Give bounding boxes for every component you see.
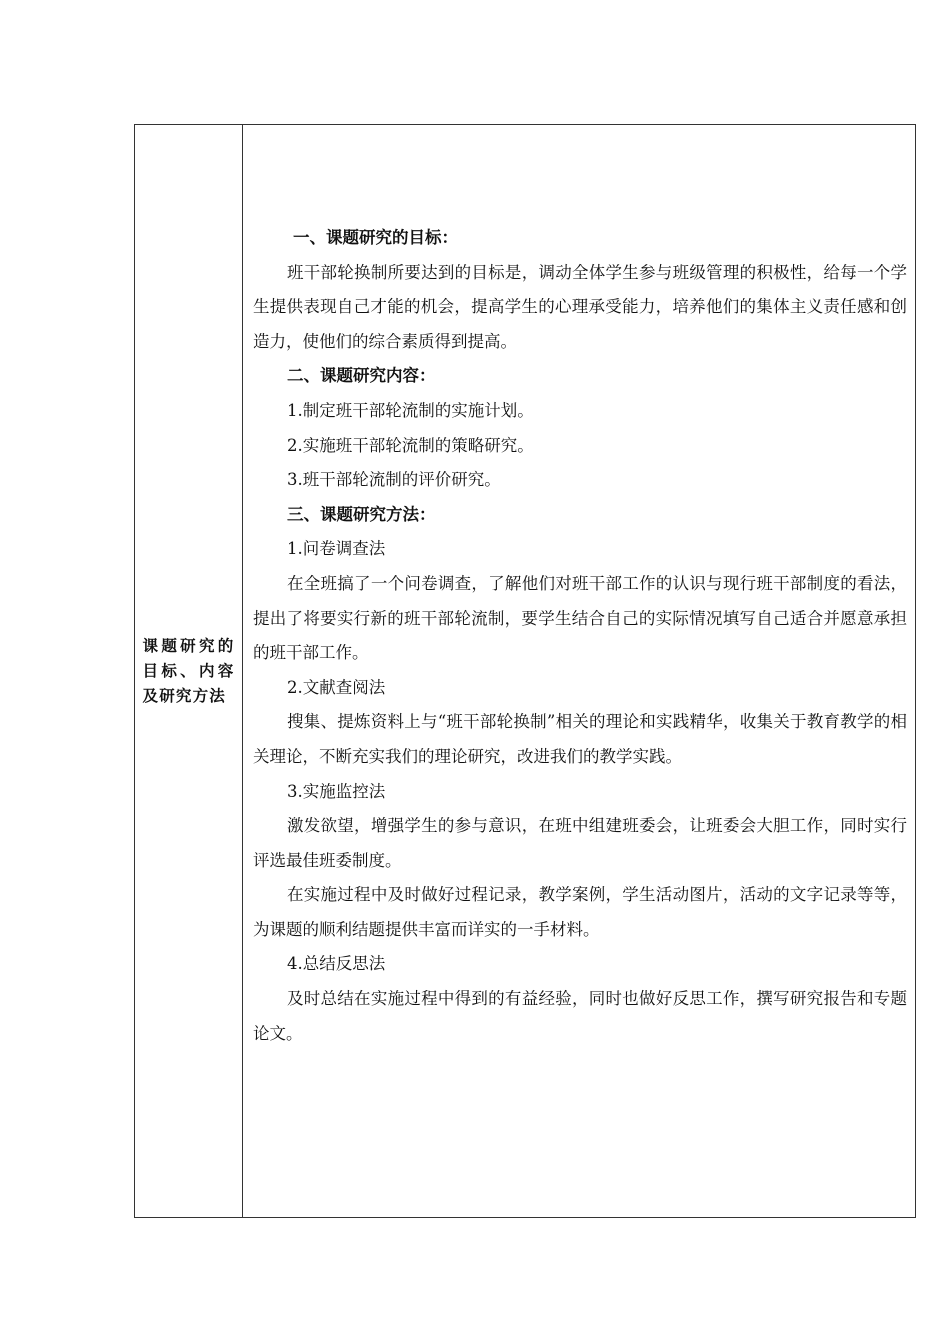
form-table bbox=[134, 124, 916, 1218]
section-heading-content: 二、课题研究内容： bbox=[287, 366, 436, 386]
section-heading-methods: 三、课题研究方法： bbox=[287, 504, 436, 524]
method-paragraph-literature: 搜集、提炼资料上与“班干部轮换制”相关的理论和实践精华，收集关于教育教学的相关理论，不断充实我们的理论研究，改进我们的教学实践。 bbox=[253, 712, 907, 766]
content-item: 3.班干部轮流制的评价研究。 bbox=[287, 470, 501, 490]
method-paragraph-monitoring: 激发欲望，增强学生的参与意识，在班中组建班委会，让班委会大胆工作，同时实行评选最佳班委制度。 bbox=[253, 816, 907, 870]
method-paragraph-records: 在实施过程中及时做好过程记录，教学案例，学生活动图片，活动的文字记录等等，为课题的顺利结题提供丰富而详实的一手材料。 bbox=[253, 885, 907, 939]
method-title-monitoring: 3.实施监控法 bbox=[287, 781, 386, 801]
content-item: 2.实施班干部轮流制的策略研究。 bbox=[287, 435, 534, 455]
goals-paragraph: 班干部轮换制所要达到的目标是，调动全体学生参与班级管理的积极性，给每一个学生提供表现自己才能的机会，提高学生的心理承受能力，培养他们的集体主义责任感和创造力，使他们的综合素质得到提高。 bbox=[253, 262, 907, 351]
row-label: 课题研究的目标、内容及研究方法 bbox=[142, 636, 235, 705]
content-body bbox=[253, 221, 907, 1051]
section-heading-goals: 一、课题研究的目标： bbox=[293, 228, 458, 247]
method-title-survey: 1.问卷调查法 bbox=[287, 539, 386, 559]
method-paragraph-reflection: 及时总结在实施过程中得到的有益经验，同时也做好反思工作，撰写研究报告和专题论文。 bbox=[253, 989, 907, 1043]
method-title-literature: 2.文献查阅法 bbox=[287, 677, 386, 697]
method-paragraph-survey: 在全班搞了一个问卷调查，了解他们对班干部工作的认识与现行班干部制度的看法，提出了将要实行新的班干部轮流制，要学生结合自己的实际情况填写自己适合并愿意承担的班干部工作。 bbox=[253, 573, 907, 663]
content-cell bbox=[243, 125, 915, 1217]
row-label-cell bbox=[135, 125, 243, 1217]
method-title-reflection: 4.总结反思法 bbox=[287, 954, 386, 974]
content-item: 1.制定班干部轮流制的实施计划。 bbox=[287, 400, 534, 420]
